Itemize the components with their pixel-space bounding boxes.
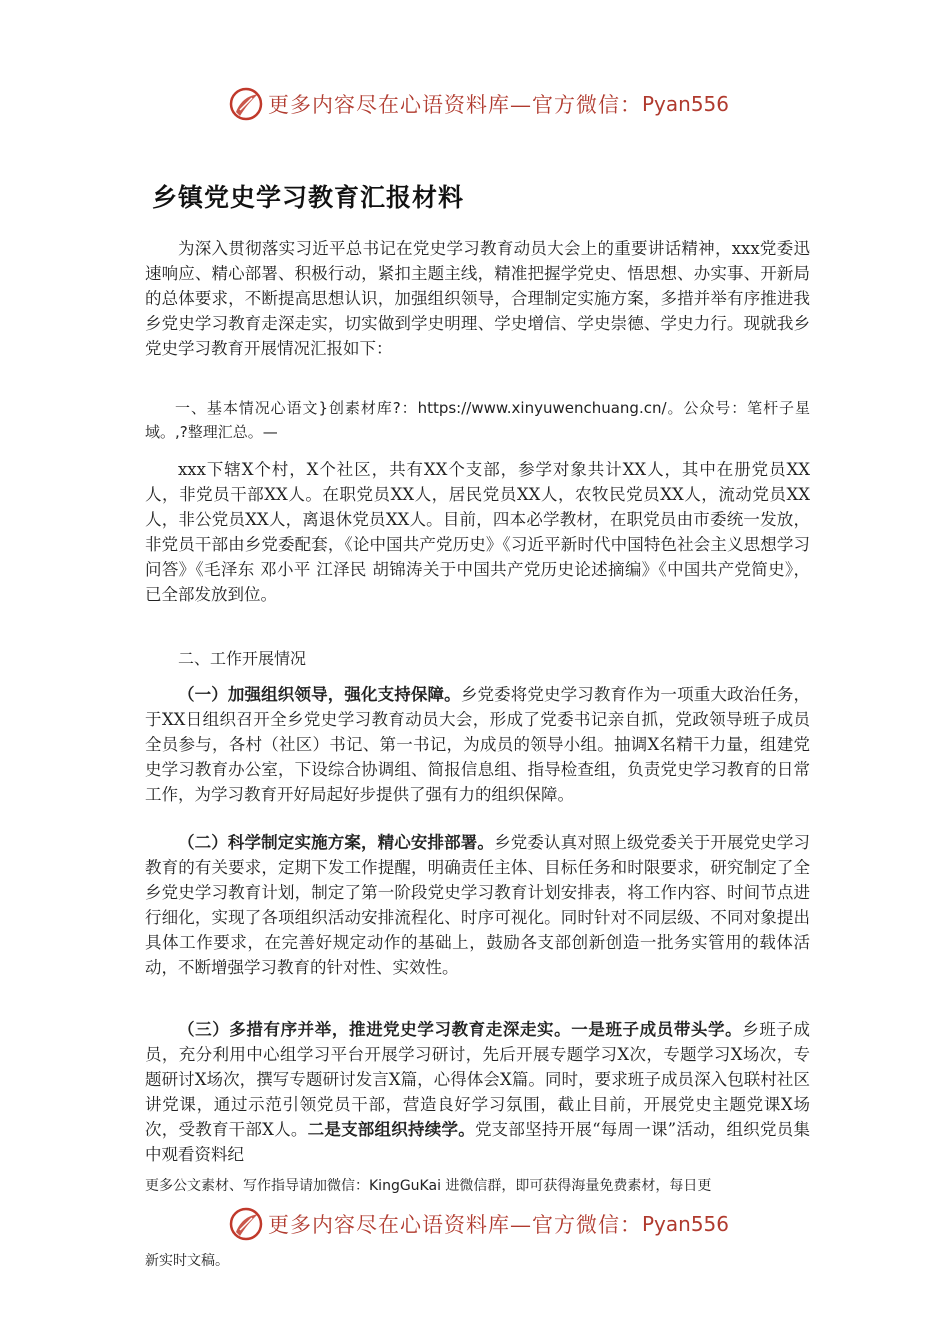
banner-text: 更多内容尽在心语资料库—官方微信： xyxy=(268,93,642,117)
footer-promo-tail: 新实时文稿。 xyxy=(145,1253,229,1269)
paragraph-2-lead: （二）科学制定实施方案，精心安排部署。 xyxy=(178,833,495,852)
footer-banner xyxy=(228,1206,729,1242)
banner-wechat-id: Pyan556 xyxy=(642,92,730,116)
section2-paragraph-1 xyxy=(145,682,810,807)
paragraph-3-body2: 党支部坚持开展“每周一课”活动，组织党员集中观看资料纪 xyxy=(145,1120,810,1164)
paragraph-2-body: 乡党委认真对照上级党委关于开展党史学习教育的有关要求，定期下发工作提醒，明确责任主体、目标任务和时限要求，研究制定了全乡党史学习教育计划，制定了第一阶段党史学习教育计划安排表，将工作内容、时间节点进行细化，实现了各项组织活动安排流程化、时序可视化。同时针对不同层级、不同对象提出具体工作要求，在完善好规定动作的基础上，鼓励各支部创新创造一批务实管用的载体活动，不断增强学习教育的针对性、实效性。 xyxy=(145,833,811,977)
section1-heading: 一、基本情况心语文}创素材库?：https://www.xinyuwenchuang.cn/。公众号：笔杆子星域。,?整理汇总。— xyxy=(145,399,810,441)
banner-wechat-id: Pyan556 xyxy=(642,1212,730,1236)
footer-promo-line: 更多公文素材、写作指导请加微信：KingGuKai 进微信群，即可获得海量免费素材，每日更 xyxy=(145,1178,712,1194)
header-banner xyxy=(228,86,729,122)
paragraph-3-lead: （三）多措有序并举，推进党史学习教育走深走实。 xyxy=(178,1020,572,1039)
paragraph-3-sub2: 二是支部组织持续学。 xyxy=(307,1120,475,1139)
document-title: 乡镇党史学习教育汇报材料 xyxy=(152,183,465,212)
section2-paragraph-2 xyxy=(145,830,810,980)
brand-logo-icon xyxy=(228,1206,264,1242)
intro-paragraph: 为深入贯彻落实习近平总书记在党史学习教育动员大会上的重要讲话精神，xxx党委迅速响应、精心部署、积极行动，紧扣主题主线，精准把握学党史、悟思想、办实事、开新局的总体要求，不断提高思想认识，加强组织领导，合理制定实施方案，多措并举有序推进我乡党史学习教育走深走实，切实做到学史明理、学史增信、学史崇德、学史力行。现就我乡党史学习教育开展情况汇报如下： xyxy=(145,239,810,358)
banner-text: 更多内容尽在心语资料库—官方微信： xyxy=(268,1213,642,1237)
section2-heading: 二、工作开展情况 xyxy=(178,649,307,668)
brand-logo-icon xyxy=(228,86,264,122)
paragraph-1-lead: （一）加强组织领导，强化支持保障。 xyxy=(178,685,461,704)
paragraph-1-body: 乡党委将党史学习教育作为一项重大政治任务，于XX日组织召开全乡党史学习教育动员大会，形成了党委书记亲自抓，党政领导班子成员全员参与，各村（社区）书记、第一书记，为成员的领导小组。抽调X名精干力量，组建党史学习教育办公室，下设综合协调组、简报信息组、指导检查组，负责党史学习教育的日常工作，为学习教育开好局起好步提供了强有力的组织保障。 xyxy=(145,685,811,804)
paragraph-3-sub1: 一是班子成员带头学。 xyxy=(571,1020,743,1039)
section2-paragraph-3 xyxy=(145,1017,810,1167)
paragraph-3-body1: 乡班子成员，充分利用中心组学习平台开展学习研讨，先后开展专题学习X次，专题学习X场次，专题研讨X场次，撰写专题研讨发言X篇，心得体会X篇。同时，要求班子成员深入包联村社区讲党课，通过示范引领党员干部，营造良好学习氛围，截止目前，开展党史主题党课X场次，受教育干部X人。 xyxy=(145,1020,811,1139)
section1-body: xxx下辖X个村，X个社区，共有XX个支部，参学对象共计XX人，其中在册党员XX人，非党员干部XX人。在职党员XX人，居民党员XX人，农牧民党员XX人，流动党员XX人，非公党员XX人，离退休党员XX人。目前，四本必学教材，在职党员由市委统一发放，非党员干部由乡党委配套，《论中国共产党历史》《习近平新时代中国特色社会主义思想学习问答》《毛泽东 邓小平 江泽民 胡锦涛关于中国共产党历史论述摘编》《中国共产党简史》，已全部发放到位。 xyxy=(145,460,810,604)
